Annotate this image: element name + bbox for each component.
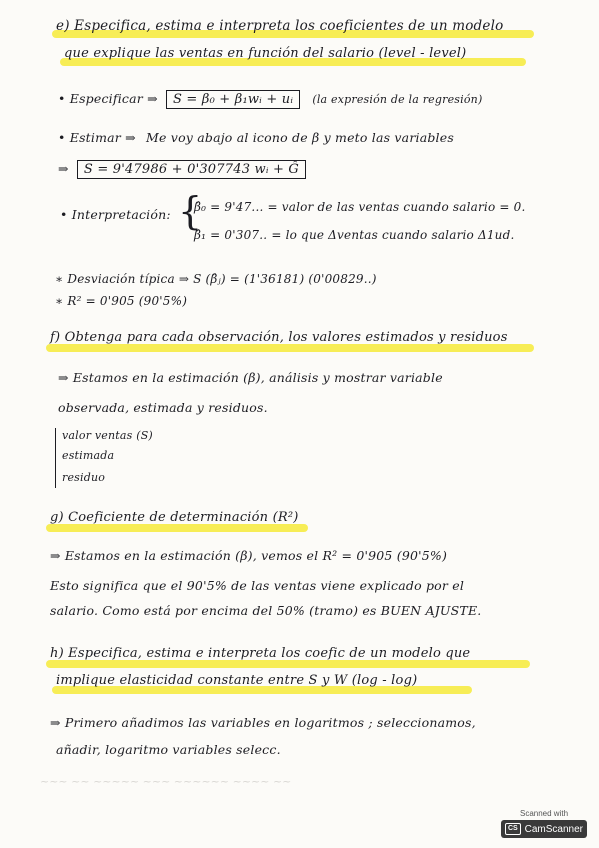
section-h-line1: ⇒ Primero añadimos las variables en logaritmos ; seleccionamos, bbox=[50, 715, 476, 730]
section-f-heading: f) Obtenga para cada observación, los valores estimados y residuos bbox=[50, 330, 508, 345]
scanned-with-label: Scanned with bbox=[519, 809, 569, 818]
list-item: estimada bbox=[62, 449, 115, 462]
estimate-text: Me voy abajo al icono de β y meto las variables bbox=[146, 130, 454, 145]
section-f-line2: observada, estimada y residuos. bbox=[58, 400, 268, 415]
section-e-heading-line1: e) Especifica, estima e interpreta los coeficientes de un modelo bbox=[56, 18, 504, 34]
camscanner-brand: CamScanner bbox=[524, 823, 583, 835]
estimated-model-box: S = 9'47986 + 0'307743 wᵢ + Ĝ bbox=[77, 160, 306, 179]
list-item: residuo bbox=[62, 471, 106, 484]
highlight-g bbox=[46, 524, 308, 532]
camscanner-badge bbox=[501, 820, 587, 838]
estimate-label: • Estimar ⇒ bbox=[58, 130, 136, 145]
section-g-line1: ⇒ Estamos en la estimación (β), vemos el R² = 0'905 (90'5%) bbox=[50, 548, 448, 563]
bleed-through-text: ~~~ ~~ ~~~~~ ~~~ ~~~~~~ ~~~~ ~~ bbox=[40, 775, 292, 788]
highlight-h-1 bbox=[46, 660, 530, 668]
estimate-result-row bbox=[58, 160, 306, 179]
arrow-icon: ⇒ bbox=[58, 161, 69, 176]
section-g-heading: g) Coeficiente de determinación (R²) bbox=[50, 510, 299, 525]
left-brace-icon: { bbox=[178, 189, 203, 233]
camscanner-watermark bbox=[501, 809, 587, 838]
section-e-heading-line2: que explique las ventas en función del salario (level - level) bbox=[64, 46, 467, 61]
interpretation-beta0: β̂₀ = 9'47... = valor de las ventas cuando salario = 0. bbox=[194, 200, 526, 214]
estimate-row bbox=[58, 130, 454, 145]
highlight-f bbox=[46, 344, 534, 352]
model-specification-box: S = β₀ + β₁wᵢ + uᵢ bbox=[166, 90, 300, 109]
interpretation-beta1: β̂₁ = 0'307.. = lo que Δventas cuando salario Δ1ud. bbox=[194, 228, 515, 242]
r-squared: ∗ R² = 0'905 (90'5%) bbox=[55, 294, 188, 308]
section-g-line2: Esto significa que el 90'5% de las ventas viene explicado por el bbox=[50, 578, 465, 593]
specify-row bbox=[58, 90, 482, 109]
interpretation-label: • Interpretación: bbox=[60, 207, 171, 222]
section-f-line1: ⇒ Estamos en la estimación (β), análisis y mostrar variable bbox=[58, 370, 443, 385]
camscanner-logo-icon: CS bbox=[505, 823, 521, 835]
section-g-line3: salario. Como está por encima del 50% (tramo) es BUEN AJUSTE. bbox=[50, 603, 482, 618]
specify-note: (la expresión de la regresión) bbox=[312, 93, 483, 106]
list-bracket bbox=[55, 428, 56, 488]
section-h-heading-line1: h) Especifica, estima e interpreta los coefic de un modelo que bbox=[50, 646, 471, 661]
section-h-heading-line2: implique elasticidad constante entre S y W (log - log) bbox=[56, 673, 418, 688]
list-item: valor ventas (S) bbox=[62, 429, 153, 442]
standard-deviation: ∗ Desviación típica ⇒ S (β̂ⱼ) = (1'36181) (0'00829..) bbox=[55, 272, 377, 286]
section-h-line2: añadir, logaritmo variables selecc. bbox=[56, 742, 281, 757]
specify-label: • Especificar ⇒ bbox=[58, 91, 158, 106]
